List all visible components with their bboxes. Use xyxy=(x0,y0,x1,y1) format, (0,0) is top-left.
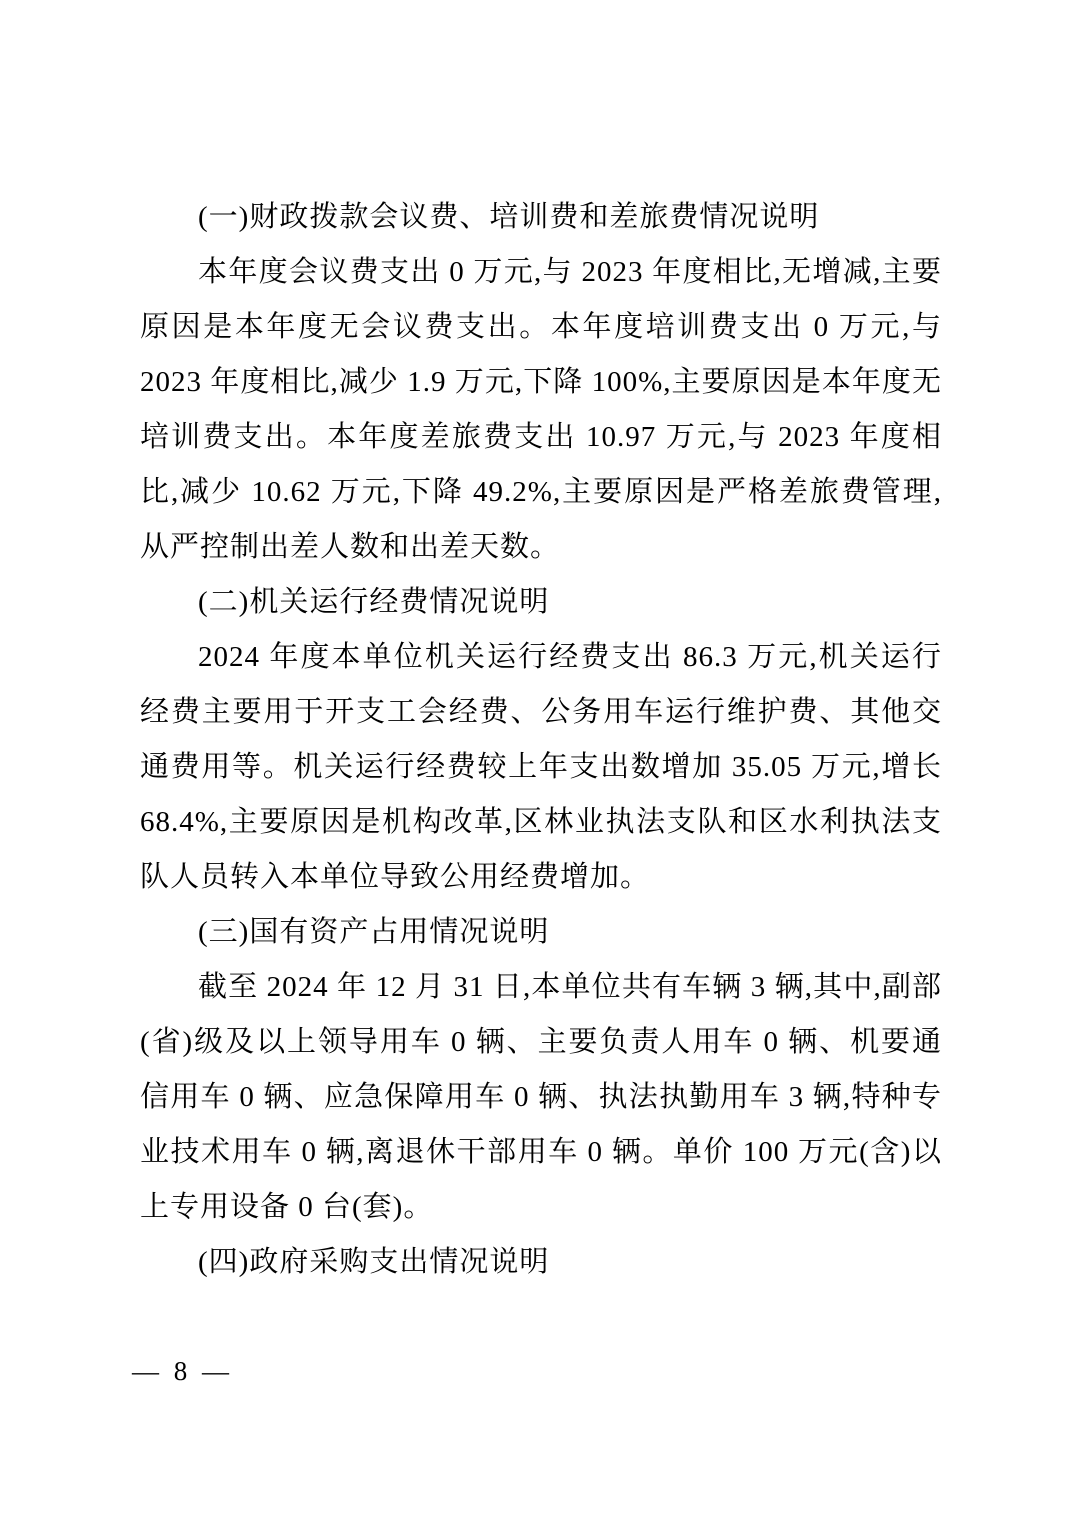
section-heading-state-assets: (三)国有资产占用情况说明 xyxy=(198,916,550,948)
paragraph-operating-expenses: 2024 年度本单位机关运行经费支出 86.3 万元,机关运行经费主要用于开支工会经费、公务用车运行维护费、其他交通费用等。机关运行经费较上年支出数增加 35.05 万元,增长 68.4%,主要原因是机构改革,区林业执法支队和区水利执法支队人员转入本单位导致公用经费增加。 xyxy=(140,641,942,893)
section-heading-fiscal-fees: (一)财政拨款会议费、培训费和差旅费情况说明 xyxy=(198,201,820,233)
section-heading-government-procurement: (四)政府采购支出情况说明 xyxy=(198,1246,550,1278)
page-number: — 8 — xyxy=(132,1356,233,1386)
paragraph-fiscal-fees: 本年度会议费支出 0 万元,与 2023 年度相比,无增减,主要原因是本年度无会议费支出。本年度培训费支出 0 万元,与 2023 年度相比,减少 1.9 万元,下降 100%,主要原因是本年度无培训费支出。本年度差旅费支出 10.97 万元,与 2023 年度相比,减少 10.62 万元,下降 49.2%,主要原因是严格差旅费管理,从严控制出差人数和出差天数。 xyxy=(140,256,942,563)
section-heading-operating-expenses: (二)机关运行经费情况说明 xyxy=(198,586,550,618)
document-body xyxy=(140,190,942,1290)
paragraph-state-assets: 截至 2024 年 12 月 31 日,本单位共有车辆 3 辆,其中,副部(省)级及以上领导用车 0 辆、主要负责人用车 0 辆、机要通信用车 0 辆、应急保障用车 0 辆、执法执勤用车 3 辆,特种专业技术用车 0 辆,离退休干部用车 0 辆。单价 100 万元(含)以上专用设备 0 台(套)。 xyxy=(140,971,942,1223)
